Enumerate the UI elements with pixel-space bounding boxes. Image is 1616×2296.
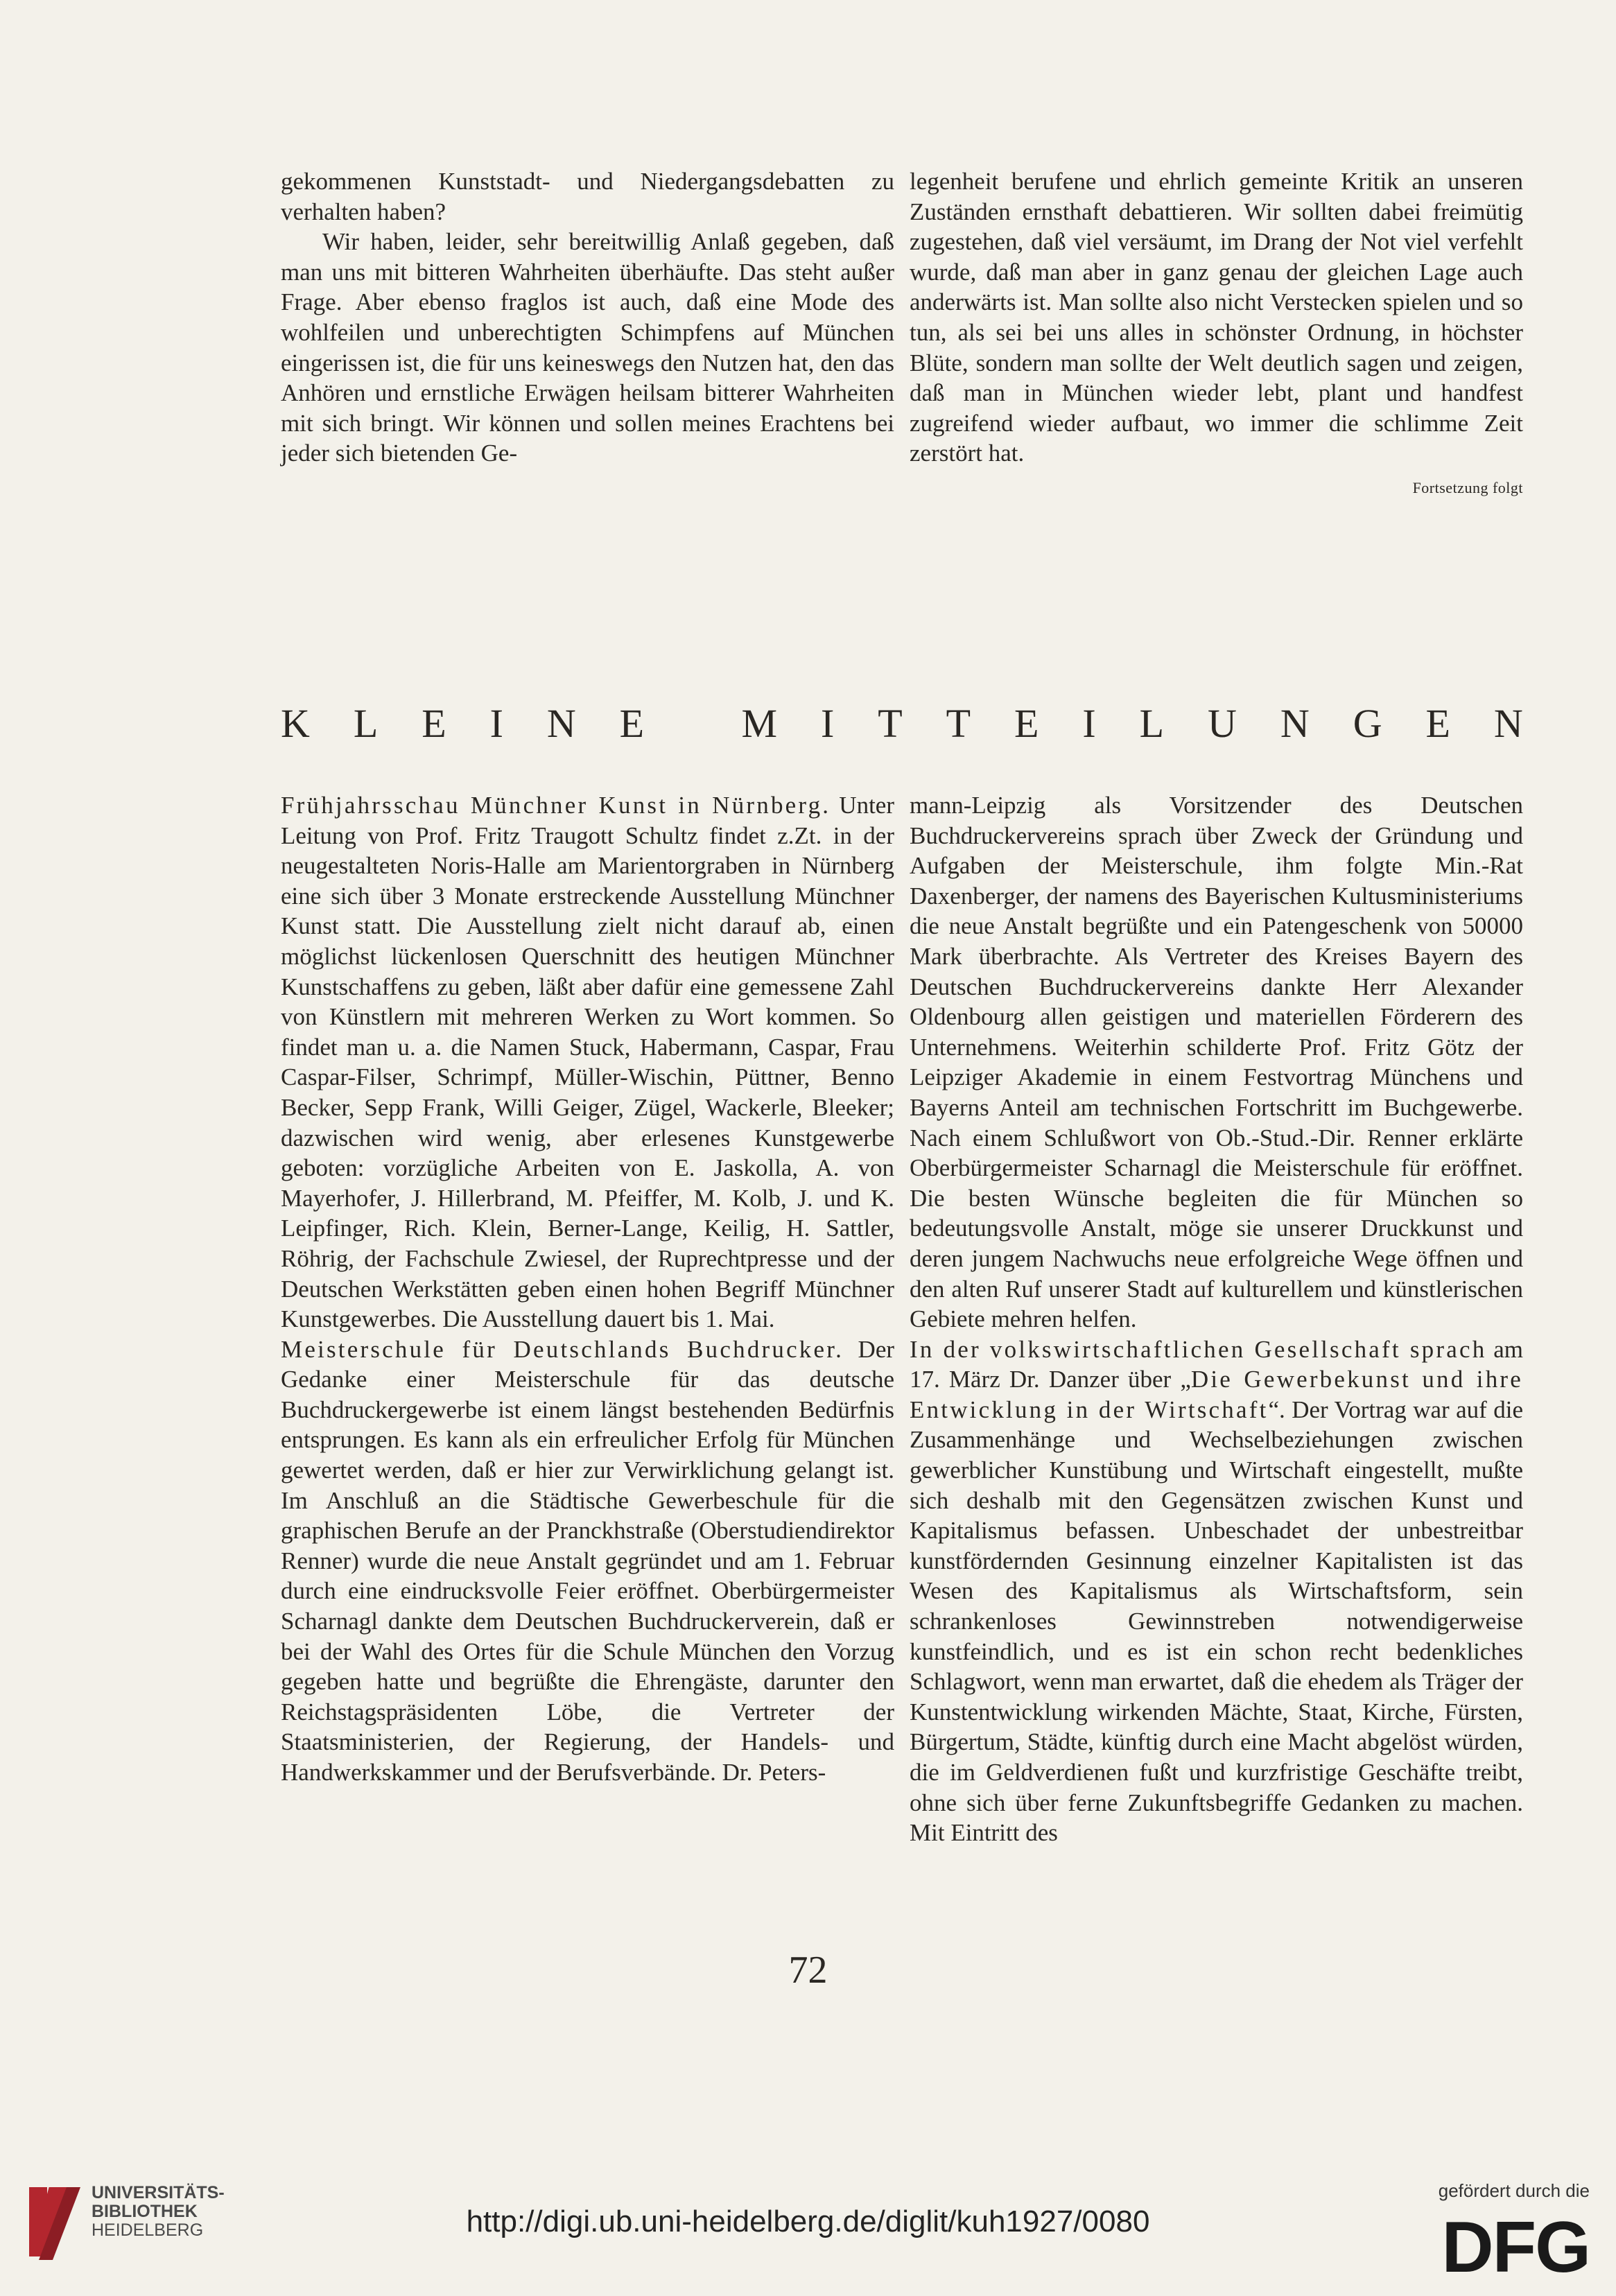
heading-letter: I <box>489 701 503 746</box>
dfg-logo: DFG <box>1441 2207 1590 2288</box>
article-heading: Frühjahrsschau Münchner Kunst in Nürnberg. <box>281 792 831 819</box>
library-name-line: BIBLIOTHEK <box>92 2202 198 2221</box>
bottom-right-column <box>910 790 1523 1848</box>
page-number: 72 <box>788 1949 828 1992</box>
heading-letter: U <box>1208 701 1237 746</box>
heading-letter: E <box>619 701 645 746</box>
continuation-note: Fortsetzung folgt <box>1412 478 1523 496</box>
section-heading <box>281 700 1523 747</box>
article-heading: Meisterschule für Deutschlands Buchdrucker. <box>281 1335 844 1363</box>
heading-letter: N <box>1493 701 1523 746</box>
heading-letter: E <box>1425 701 1450 746</box>
article-heading: In der volkswirtschaftlichen Gesellschaft sprach <box>910 1335 1487 1363</box>
heading-letter: M <box>741 701 778 746</box>
top-left-column <box>281 166 894 469</box>
paragraph: Der Gedanke einer Meisterschule für das deutsche Buchdruckergewerbe ist einem längst bestehenden Bedürfnis entsprungen. Es kann als ein erfreulicher Erfolg für München gewertet werden, daß er hier zur Verwirklichung gelangt ist. Im Anschluß an die Städtische Gewerbeschule für die graphischen Berufe an der Pranckhstraße (Oberstudiendirektor Renner) wurde die neue Anstalt gegründet und am 1. Februar durch eine eindrucksvolle Feier eröffnet. Oberbürgermeister Scharnagl dankte dem Deutschen Buchdruckerverein, daß er bei der Wahl des Ortes für die Schule München den Vorzug gegeben hatte und begrüßte die Ehrengäste, darunter den Reichstagspräsidenten Löbe, die Vertreter der Staatsministerien, der Regierung, der Handels- und Handwerkskammer und der Berufsverbände. Dr. Peters- <box>281 1335 895 1786</box>
bottom-left-column <box>281 790 894 1788</box>
lecture-title: Die Gewerbekunst und ihre Entwicklung in der Wirtschaft <box>910 1366 1523 1423</box>
paragraph: mann-Leipzig als Vorsitzender des Deutschen Buchdruckervereins sprach über Zweck der Gründung und Aufgaben der Meisterschule, ihm folgte Min.-Rat Daxenberger, der namens des Bayerischen Kultusministeriums die neue Anstalt begrüßte und ein Patengeschenk von 50000 Mark überbrachte. Als Vertreter des Kreises Bayern des Deutschen Buchdruckervereins dankte Herr Alexander Oldenbourg allen geistigen und materiellen Förderern des Unternehmens. Weiterhin schilderte Prof. Fritz Götz der Leipziger Akademie in einem Festvortrag Münchens und Bayerns Anteil am technischen Fortschritt im Buchgewerbe. Nach einem Schlußwort von Ob.-Stud.-Dir. Renner erklärte Oberbürgermeister Scharnagl die Meisterschule für eröffnet. Die besten Wünsche begleiten die für München so bedeutungsvolle Anstalt, möge sie unserer Druckkunst und deren jungem Nachwuchs neue erfolgreiche Wege öffnen und den alten Ruf unserer Stadt auf kulturellem und künstlerischen Gebiete mehren helfen. <box>910 792 1523 1333</box>
heading-letter: G <box>1353 701 1382 746</box>
library-name-line: UNIVERSITÄTS- <box>92 2183 225 2202</box>
funding-note: gefördert durch die <box>1438 2180 1590 2201</box>
heading-letter: I <box>821 701 835 746</box>
top-right-column <box>910 166 1523 503</box>
paragraph: legenheit berufene und ehrlich gemeinte Kritik an unseren Zuständen ernsthaft debattieren. Wir sollten dabei freimütig zugestehen, daß viel versäumt, im Drang der Not viel verfehlt wurde, daß man aber in ganz genau der gleichen Lage auch anderwärts ist. Man sollte also nicht Verstecken spielen und so tun, als sei bei uns alles in schönster Ordnung, in höchster Blüte, sondern man sollte der Welt deutlich sagen und zeigen, daß man in München wieder lebt, plant und handfest zugreifend wieder aufbaut, wo immer die schlimme Zeit zerstört hat. <box>910 168 1523 467</box>
heading-letter: E <box>422 701 446 746</box>
paragraph: Unter Leitung von Prof. Fritz Traugott Schultz findet z.Zt. in der neugestalteten Noris-Halle am Marientorgraben in Nürnberg eine sich über 3 Monate erstreckende Ausstellung Münchner Kunst statt. Die Ausstellung zielt nicht darauf ab, einen möglichst lückenlosen Querschnitt des heutigen Münchner Kunstschaffens zu geben, läßt aber dafür eine gemessene Zahl von Künstlern mit mehreren Werken zu Wort kommen. So findet man u. a. die Namen Stuck, Habermann, Caspar, Frau Caspar-Filser, Schrimpf, Müller-Wischin, Püttner, Benno Becker, Sepp Frank, Willi Geiger, Zügel, Wackerle, Bleeker; dazwischen wird wenig, aber erlesenes Kunstgewerbe geboten: vorzügliche Arbeiten von E. Jaskolla, A. von Mayerhofer, J. Hillerbrand, M. Pfeiffer, M. Kolb, J. und K. Leipfinger, Rich. Klein, Berner-Lange, Keilig, H. Sattler, Röhrig, der Fachschule Zwiesel, der Ruprechtpresse und der Deutschen Werkstätten geben einen hohen Begriff Münchner Kunstgewerbes. Die Ausstellung dauert bis 1. Mai. <box>281 792 894 1333</box>
paragraph-text: am 17. März Dr. Danzer über „ <box>910 1335 1523 1393</box>
heading-letter: L <box>1139 701 1165 746</box>
paragraph: gekommenen Kunststadt- und Niedergangsdebatten zu verhalten haben? <box>281 168 894 225</box>
paragraph-text: “. Der Vortrag war auf die Zusammenhänge und Wechselbeziehungen zwischen gewerblicher Kunstübung und Wirtschaft eingestellt, mußte sich deshalb mit den Gegensätzen zwischen Kunst und Kapitalismus befassen. Unbeschadet der unbestreitbar kunstfördernden Gesinnung einzelner Kapitalisten ist das Wesen des Kapitalismus als Wirtschaftsform, sein schrankenloses Gewinnstreben notwendigerweise kunstfeindlich, und es ist ein schon recht bedenkliches Schlagwort, wenn man erwartet, daß die ehedem als Träger der Kunstentwicklung wirkenden Mächte, Staat, Kirche, Fürsten, Bürgertum, Städte, künftig durch eine Macht abgelöst würden, die im Geldverdienen fußt und kurzfristige Geschäfte treibt, ohne sich über ferne Zukunftsbegriffe Gedanken zu machen. Mit Eintritt des <box>910 1395 1523 1847</box>
heading-letter: K <box>281 701 310 746</box>
heading-letter: L <box>353 701 379 746</box>
source-url-link[interactable]: http://digi.ub.uni-heidelberg.de/diglit/kuh1927/0080 <box>466 2204 1150 2238</box>
heading-letter: N <box>1280 701 1310 746</box>
paragraph: Wir haben, leider, sehr bereitwillig Anlaß gegeben, daß man uns mit bitteren Wahrheiten überhäufte. Das steht außer Frage. Aber ebenso fraglos ist auch, daß eine Mode des wohlfeilen und unberechtigten Schimpfens auf München eingerissen ist, die für uns keineswegs den Nutzen hat, den das Anhören und ernstliche Erwägen heilsam bitterer Wahrheiten mit sich bringt. Wir können und sollen meines Erachtens bei jeder sich bietenden Ge- <box>281 228 894 467</box>
heading-letter: N <box>546 701 576 746</box>
heading-letter: T <box>946 701 971 746</box>
heading-gap <box>688 700 698 747</box>
heading-letter: I <box>1082 701 1096 746</box>
heading-letter: T <box>878 701 903 746</box>
library-name-line: HEIDELBERG <box>92 2220 204 2240</box>
heading-letter: E <box>1014 701 1039 746</box>
